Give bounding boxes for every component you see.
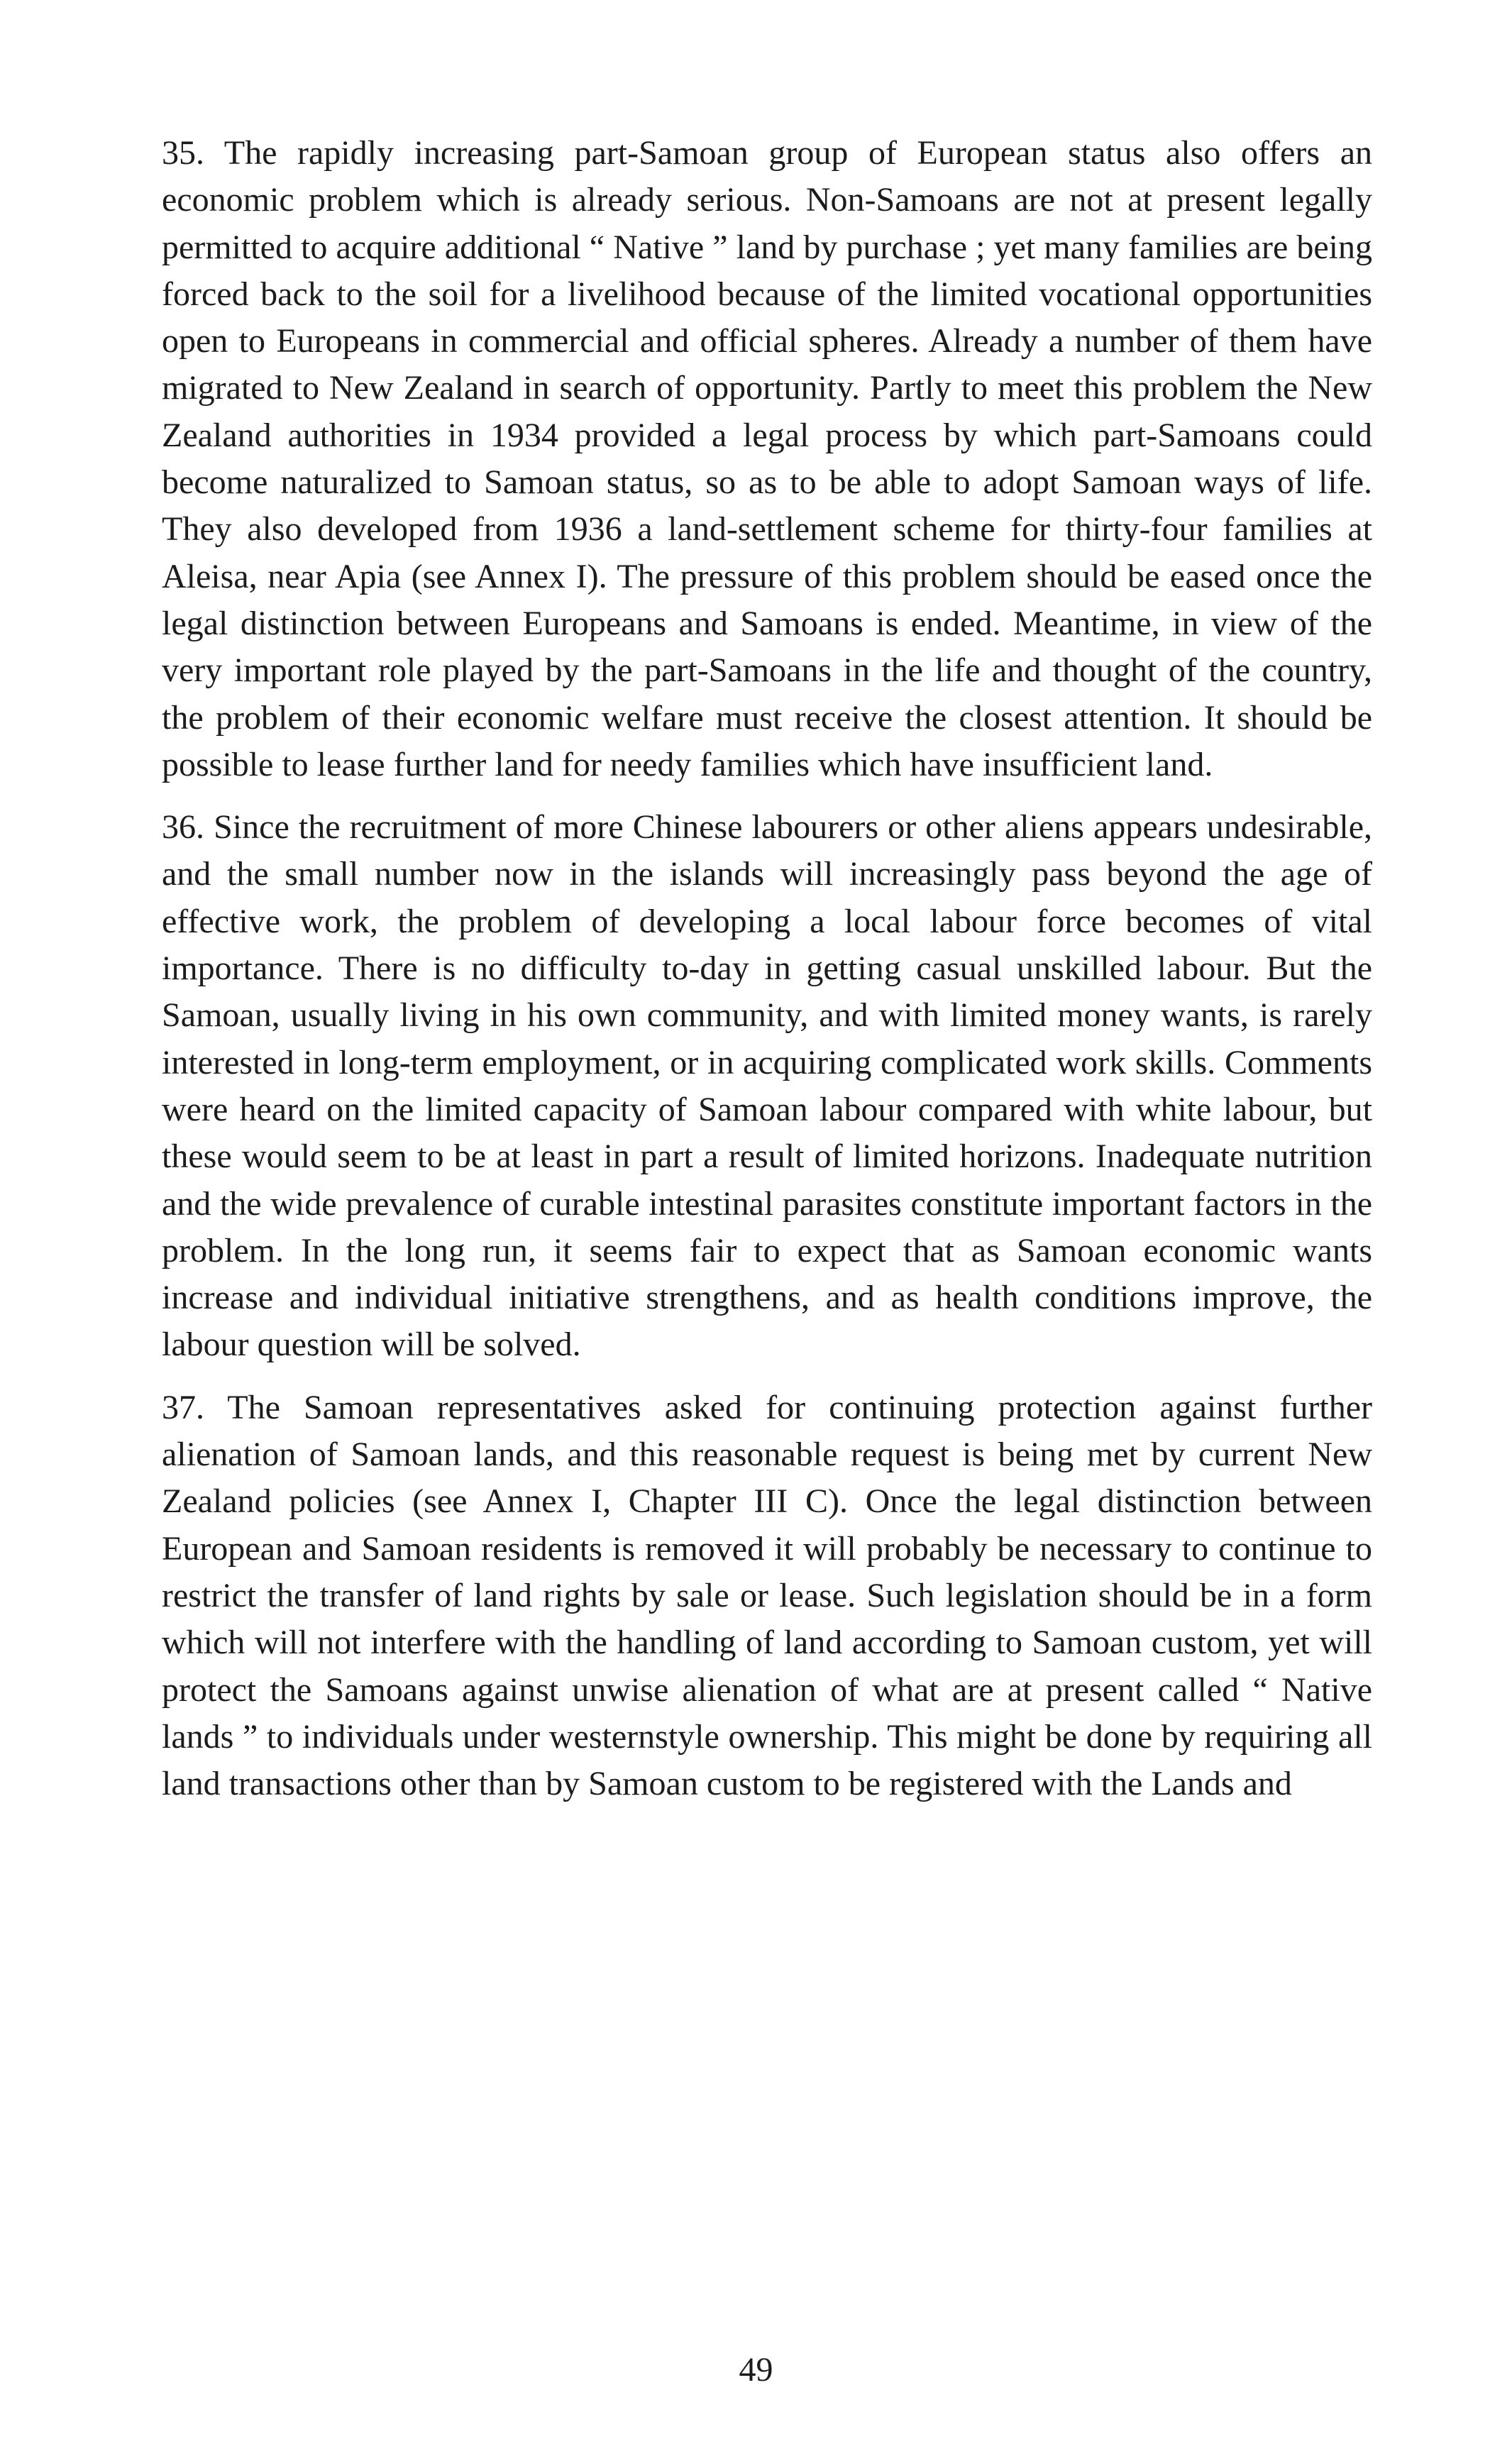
paragraph-number: 35.: [162, 134, 204, 172]
paragraph-number: 37.: [162, 1388, 204, 1426]
page-number: 49: [739, 2351, 773, 2389]
paragraph-text: Since the recruitment of more Chinese labourers or other aliens appears undesirable, and the small number now in the islands will increasingly pass beyond the age of effective work, the problem of developing a local labour force becomes of vital importance. There is no difficulty to-day in getting casual unskilled labour. But the Samoan, usually living in his own community, and with limited money wants, is rarely interested in long-term employment, or in acquiring complicated work skills. Comments were heard on the limited capacity of Samoan labour compared with white labour, but these would seem to be at least in part a result of limited horizons. Inadequate nutrition and the wide prevalence of curable intestinal parasites constitute important factors in the problem. In the long run, it seems fair to expect that as Samoan economic wants increase and individual initiative strengthens, and as health conditions improve, the labour question will be solved.: [162, 808, 1373, 1364]
paragraph-text: The Samoan representatives asked for continuing protection against further alienation of Samoan lands, and this reasonable request is being met by current New Zealand policies (see Annex I, Chapter III C). Once the legal distinction between European and Samoan residents is removed it will probably be necessary to continue to restrict the transfer of land rights by sale or lease. Such legislation should be in a form which will not interfere with the handling of land according to Samoan custom, yet will protect the Samoans against unwise alienation of what are at present called “ Native lands ” to individuals under westernstyle ownership. This might be done by requiring all land transactions other than by Samoan custom to be registered with the Lands and: [162, 1388, 1372, 1803]
paragraph-text: The rapidly increasing part-Samoan group of European status also offers an economic problem which is already serious. Non-Samoans are not at present legally permitted to acquire additional “ Native ” land by purchase ; yet many families are being forced back to the soil for a livelihood because of the limited vocational opportunities open to Europeans in commercial and official spheres. Already a number of them have migrated to New Zealand in search of opportunity. Partly to meet this problem the New Zealand authorities in 1934 provided a legal process by which part-Samoans could become naturalized to Samoan status, so as to be able to adopt Samoan ways of life. They also developed from 1936 a land-settlement scheme for thirty-four families at Aleisa, near Apia (see Annex I). The pressure of this problem should be eased once the legal distinction between Europeans and Samoans is ended. Meantime, in view of the very important role played by the part-Samoans in the life and thought of the country, the problem of their economic welfare must receive the closest attention. It should be possible to lease further land for needy families which have insufficient land.: [162, 134, 1373, 783]
paragraph-35: [162, 130, 1372, 788]
paragraph-37: [162, 1384, 1372, 1808]
paragraph-number: 36.: [162, 808, 204, 847]
body-text: [162, 130, 1372, 1823]
paragraph-36: [162, 804, 1372, 1369]
